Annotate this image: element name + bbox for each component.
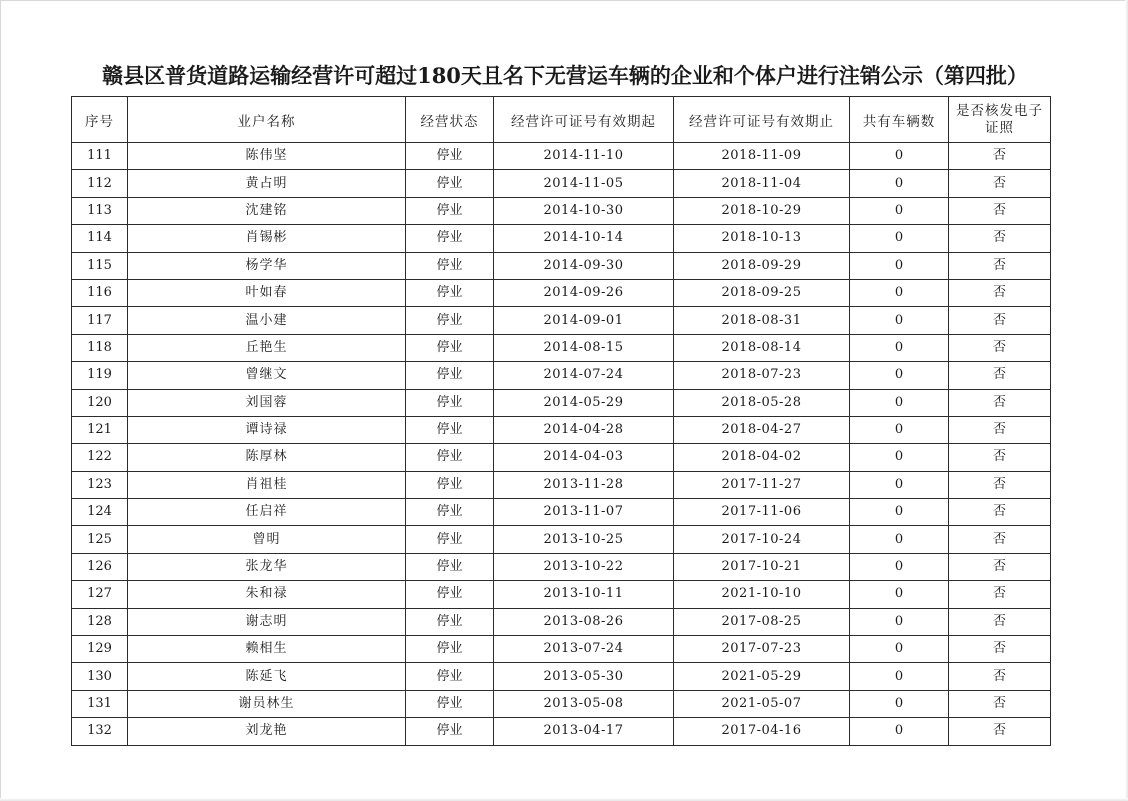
cell-operating-status: 停业 (406, 608, 494, 635)
cell-business-name: 张龙华 (128, 553, 406, 580)
cell-license-valid-to: 2018-08-14 (674, 334, 850, 361)
cell-operating-status: 停业 (406, 444, 494, 471)
table-row (72, 416, 1051, 443)
cell-business-name: 刘龙艳 (128, 718, 406, 745)
cell-license-valid-to: 2018-09-25 (674, 279, 850, 306)
cell-serial-number: 126 (72, 553, 128, 580)
table-row (72, 444, 1051, 471)
cell-operating-status: 停业 (406, 279, 494, 306)
cell-vehicle-count: 0 (850, 581, 949, 608)
cell-vehicle-count: 0 (850, 252, 949, 279)
cell-license-valid-from: 2014-09-01 (494, 307, 674, 334)
cell-vehicle-count: 0 (850, 553, 949, 580)
cell-vehicle-count: 0 (850, 608, 949, 635)
cell-vehicle-count: 0 (850, 225, 949, 252)
cell-electronic-certificate: 否 (949, 553, 1051, 580)
cell-vehicle-count: 0 (850, 663, 949, 690)
table-row (72, 690, 1051, 717)
cell-license-valid-to: 2018-09-29 (674, 252, 850, 279)
cell-license-valid-to: 2018-07-23 (674, 362, 850, 389)
cell-license-valid-to: 2018-10-13 (674, 225, 850, 252)
cell-serial-number: 122 (72, 444, 128, 471)
table-row (72, 252, 1051, 279)
cell-operating-status: 停业 (406, 362, 494, 389)
cell-license-valid-from: 2013-07-24 (494, 636, 674, 663)
table-row (72, 362, 1051, 389)
cell-serial-number: 124 (72, 499, 128, 526)
document-title: 赣县区普货道路运输经营许可超过180天且名下无营运车辆的企业和个体户进行注销公示（第四批） (102, 63, 1028, 88)
cell-license-valid-to: 2017-11-27 (674, 471, 850, 498)
cell-business-name: 温小建 (128, 307, 406, 334)
cell-business-name: 谭诗禄 (128, 416, 406, 443)
cell-license-valid-to: 2018-05-28 (674, 389, 850, 416)
cell-serial-number: 132 (72, 718, 128, 745)
cell-operating-status: 停业 (406, 553, 494, 580)
cell-electronic-certificate: 否 (949, 636, 1051, 663)
cell-operating-status: 停业 (406, 663, 494, 690)
header-serial-number: 序号 (72, 97, 128, 143)
cell-business-name: 朱和禄 (128, 581, 406, 608)
cell-serial-number: 128 (72, 608, 128, 635)
cell-electronic-certificate: 否 (949, 197, 1051, 224)
cell-license-valid-from: 2014-09-26 (494, 279, 674, 306)
cell-operating-status: 停业 (406, 690, 494, 717)
cell-electronic-certificate: 否 (949, 416, 1051, 443)
cell-operating-status: 停业 (406, 581, 494, 608)
cell-vehicle-count: 0 (850, 279, 949, 306)
cell-vehicle-count: 0 (850, 334, 949, 361)
cell-operating-status: 停业 (406, 636, 494, 663)
cell-license-valid-to: 2018-04-02 (674, 444, 850, 471)
header-license-valid-to: 经营许可证号有效期止 (674, 97, 850, 143)
cell-vehicle-count: 0 (850, 636, 949, 663)
cell-electronic-certificate: 否 (949, 526, 1051, 553)
cell-license-valid-to: 2021-05-29 (674, 663, 850, 690)
cell-electronic-certificate: 否 (949, 581, 1051, 608)
cell-operating-status: 停业 (406, 389, 494, 416)
cell-license-valid-to: 2021-05-07 (674, 690, 850, 717)
header-business-name: 业户名称 (128, 97, 406, 143)
cell-serial-number: 131 (72, 690, 128, 717)
table-row (72, 663, 1051, 690)
cell-license-valid-from: 2013-04-17 (494, 718, 674, 745)
cell-vehicle-count: 0 (850, 690, 949, 717)
cell-license-valid-to: 2017-10-24 (674, 526, 850, 553)
cell-license-valid-to: 2018-11-04 (674, 170, 850, 197)
cell-electronic-certificate: 否 (949, 143, 1051, 170)
cell-operating-status: 停业 (406, 416, 494, 443)
cell-vehicle-count: 0 (850, 307, 949, 334)
cell-electronic-certificate: 否 (949, 663, 1051, 690)
cell-license-valid-from: 2014-07-24 (494, 362, 674, 389)
cell-electronic-certificate: 否 (949, 608, 1051, 635)
table-header-row (72, 97, 1051, 143)
cell-operating-status: 停业 (406, 170, 494, 197)
cell-license-valid-from: 2013-05-30 (494, 663, 674, 690)
cell-license-valid-to: 2017-10-21 (674, 553, 850, 580)
cell-vehicle-count: 0 (850, 416, 949, 443)
cell-business-name: 肖祖桂 (128, 471, 406, 498)
cell-operating-status: 停业 (406, 143, 494, 170)
cell-serial-number: 123 (72, 471, 128, 498)
cell-business-name: 谢志明 (128, 608, 406, 635)
cell-serial-number: 114 (72, 225, 128, 252)
table-row (72, 636, 1051, 663)
cell-license-valid-from: 2014-05-29 (494, 389, 674, 416)
table-row (72, 526, 1051, 553)
header-license-valid-from: 经营许可证号有效期起 (494, 97, 674, 143)
cell-serial-number: 127 (72, 581, 128, 608)
cell-operating-status: 停业 (406, 225, 494, 252)
table-row (72, 553, 1051, 580)
cell-license-valid-from: 2013-11-07 (494, 499, 674, 526)
cell-operating-status: 停业 (406, 307, 494, 334)
cell-license-valid-to: 2018-10-29 (674, 197, 850, 224)
table-row (72, 307, 1051, 334)
cell-vehicle-count: 0 (850, 389, 949, 416)
table-row (72, 718, 1051, 745)
cell-license-valid-to: 2017-08-25 (674, 608, 850, 635)
cell-electronic-certificate: 否 (949, 334, 1051, 361)
cell-electronic-certificate: 否 (949, 252, 1051, 279)
table-row (72, 279, 1051, 306)
cell-serial-number: 117 (72, 307, 128, 334)
cell-vehicle-count: 0 (850, 170, 949, 197)
cell-license-valid-from: 2013-10-11 (494, 581, 674, 608)
cell-serial-number: 116 (72, 279, 128, 306)
cell-electronic-certificate: 否 (949, 499, 1051, 526)
cell-electronic-certificate: 否 (949, 225, 1051, 252)
cell-license-valid-from: 2013-10-25 (494, 526, 674, 553)
cell-operating-status: 停业 (406, 718, 494, 745)
cell-electronic-certificate: 否 (949, 471, 1051, 498)
cell-electronic-certificate: 否 (949, 690, 1051, 717)
cell-operating-status: 停业 (406, 252, 494, 279)
table-row (72, 225, 1051, 252)
cell-business-name: 陈延飞 (128, 663, 406, 690)
cell-business-name: 沈建铭 (128, 197, 406, 224)
cell-license-valid-from: 2014-04-03 (494, 444, 674, 471)
table-row (72, 334, 1051, 361)
cell-vehicle-count: 0 (850, 362, 949, 389)
cell-business-name: 刘国蓉 (128, 389, 406, 416)
cell-vehicle-count: 0 (850, 471, 949, 498)
cell-license-valid-from: 2014-10-14 (494, 225, 674, 252)
cell-serial-number: 130 (72, 663, 128, 690)
cell-operating-status: 停业 (406, 334, 494, 361)
cell-business-name: 叶如春 (128, 279, 406, 306)
cell-license-valid-from: 2014-09-30 (494, 252, 674, 279)
cell-serial-number: 119 (72, 362, 128, 389)
cell-license-valid-from: 2013-08-26 (494, 608, 674, 635)
cell-license-valid-to: 2021-10-10 (674, 581, 850, 608)
cell-license-valid-to: 2018-08-31 (674, 307, 850, 334)
cell-license-valid-from: 2014-11-10 (494, 143, 674, 170)
cell-business-name: 曾明 (128, 526, 406, 553)
cell-operating-status: 停业 (406, 471, 494, 498)
cell-license-valid-to: 2018-04-27 (674, 416, 850, 443)
cell-license-valid-to: 2017-04-16 (674, 718, 850, 745)
table-row (72, 499, 1051, 526)
cell-license-valid-from: 2013-10-22 (494, 553, 674, 580)
cell-license-valid-to: 2017-07-23 (674, 636, 850, 663)
cell-electronic-certificate: 否 (949, 307, 1051, 334)
cell-license-valid-from: 2014-11-05 (494, 170, 674, 197)
cell-business-name: 杨学华 (128, 252, 406, 279)
cell-serial-number: 125 (72, 526, 128, 553)
cell-business-name: 肖锡彬 (128, 225, 406, 252)
header-electronic-certificate: 是否核发电子证照 (949, 97, 1051, 143)
cell-business-name: 曾继文 (128, 362, 406, 389)
cell-business-name: 丘艳生 (128, 334, 406, 361)
cell-business-name: 黄占明 (128, 170, 406, 197)
table-row (72, 471, 1051, 498)
cell-business-name: 陈伟坚 (128, 143, 406, 170)
cell-serial-number: 113 (72, 197, 128, 224)
cell-license-valid-from: 2014-10-30 (494, 197, 674, 224)
cell-license-valid-to: 2018-11-09 (674, 143, 850, 170)
cell-serial-number: 120 (72, 389, 128, 416)
cell-electronic-certificate: 否 (949, 718, 1051, 745)
cell-electronic-certificate: 否 (949, 362, 1051, 389)
cell-operating-status: 停业 (406, 499, 494, 526)
cell-electronic-certificate: 否 (949, 170, 1051, 197)
cell-serial-number: 112 (72, 170, 128, 197)
cell-vehicle-count: 0 (850, 444, 949, 471)
cell-electronic-certificate: 否 (949, 279, 1051, 306)
table-row (72, 581, 1051, 608)
cell-vehicle-count: 0 (850, 197, 949, 224)
cell-vehicle-count: 0 (850, 143, 949, 170)
cell-serial-number: 121 (72, 416, 128, 443)
cell-serial-number: 118 (72, 334, 128, 361)
cell-business-name: 陈厚林 (128, 444, 406, 471)
table-row (72, 143, 1051, 170)
cell-vehicle-count: 0 (850, 526, 949, 553)
cell-business-name: 任启祥 (128, 499, 406, 526)
table-row (72, 389, 1051, 416)
cell-vehicle-count: 0 (850, 499, 949, 526)
header-vehicle-count: 共有车辆数 (850, 97, 949, 143)
cell-business-name: 谢员林生 (128, 690, 406, 717)
cell-operating-status: 停业 (406, 526, 494, 553)
cell-electronic-certificate: 否 (949, 444, 1051, 471)
cell-operating-status: 停业 (406, 197, 494, 224)
cell-serial-number: 111 (72, 143, 128, 170)
cell-serial-number: 129 (72, 636, 128, 663)
table-row (72, 197, 1051, 224)
cell-electronic-certificate: 否 (949, 389, 1051, 416)
cell-license-valid-from: 2014-04-28 (494, 416, 674, 443)
cell-license-valid-from: 2013-11-28 (494, 471, 674, 498)
cell-vehicle-count: 0 (850, 718, 949, 745)
revocation-notice-table (71, 96, 1051, 746)
table-body (72, 143, 1051, 746)
cell-license-valid-to: 2017-11-06 (674, 499, 850, 526)
cell-license-valid-from: 2014-08-15 (494, 334, 674, 361)
table-row (72, 608, 1051, 635)
cell-serial-number: 115 (72, 252, 128, 279)
table-row (72, 170, 1051, 197)
header-operating-status: 经营状态 (406, 97, 494, 143)
cell-business-name: 赖相生 (128, 636, 406, 663)
cell-license-valid-from: 2013-05-08 (494, 690, 674, 717)
